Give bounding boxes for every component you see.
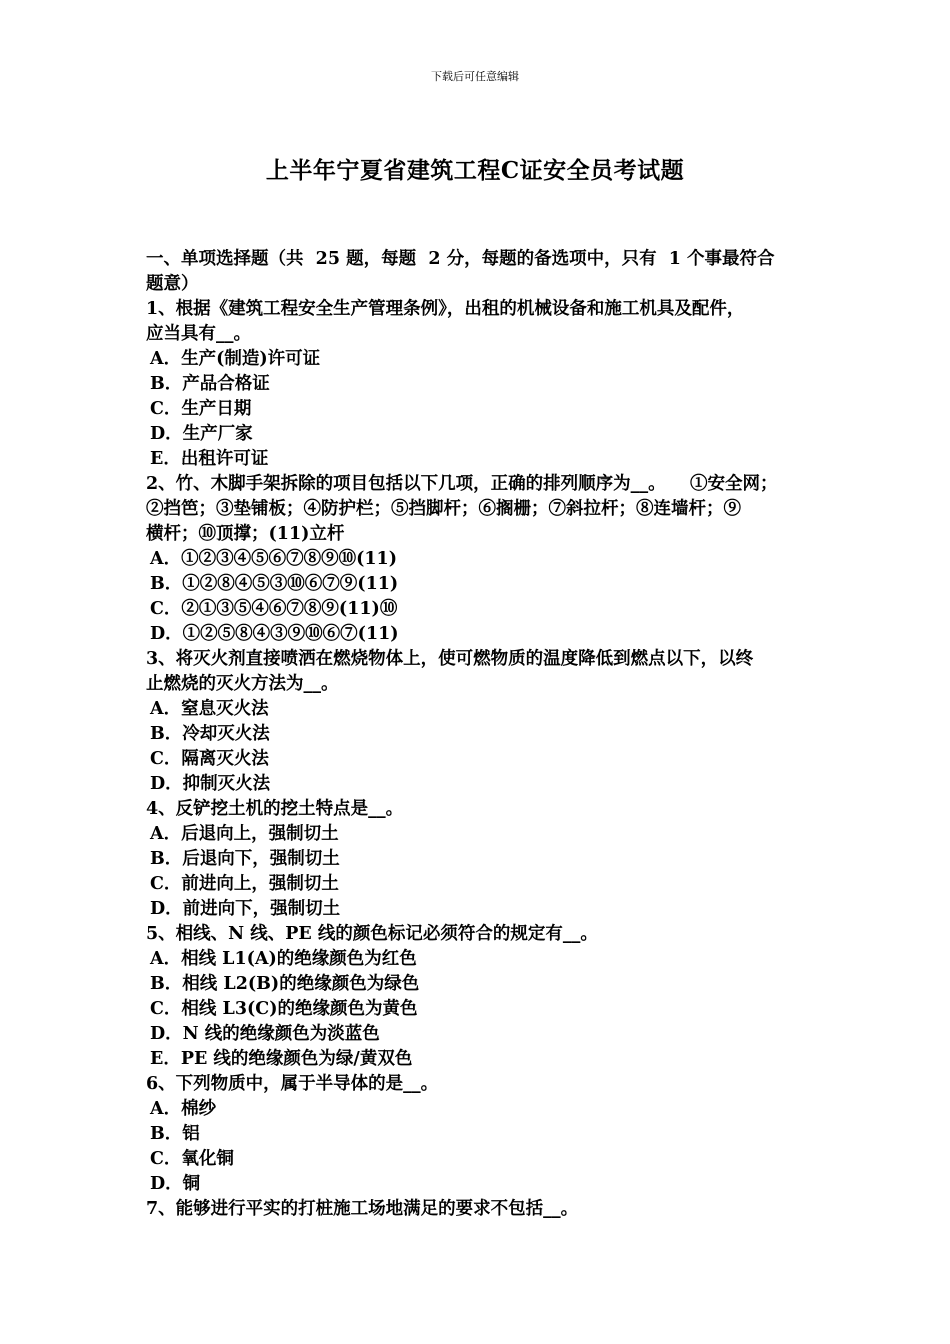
header-note: 下载后可任意编辑 [431,70,519,83]
question-stem: 应当具有__。 [146,324,251,344]
answer-option: A．相线 L1(A)的绝缘颜色为红色 [150,949,417,969]
answer-option: D．生产厂家 [150,424,253,444]
answer-option: B．后退向下，强制切土 [150,849,340,869]
document-title: 上半年宁夏省建筑工程C证安全员考试题 [265,157,685,184]
document-body [146,247,826,1222]
question-stem: 3、将灭火剂直接喷洒在燃烧物体上，使可燃物质的温度降低到燃点以下，以终 [146,649,754,669]
answer-option: A．①②③④⑤⑥⑦⑧⑨⑩(11) [150,549,397,569]
answer-option: B．冷却灭火法 [150,724,270,744]
question-stem: 2、竹、木脚手架拆除的项目包括以下几项，正确的排列顺序为__。 ①安全网； [146,474,778,494]
question-stem: 5、相线、N 线、PE 线的颜色标记必须符合的规定有__。 [146,924,598,944]
question-stem: 6、下列物质中，属于半导体的是__。 [146,1074,439,1094]
question-stem: 1、根据《建筑工程安全生产管理条例》，出租的机械设备和施工机具及配件， [146,299,745,319]
question-stem: 7、能够进行平实的打桩施工场地满足的要求不包括__。 [146,1199,579,1219]
question-stem: ②挡笆；③垫铺板；④防护栏；⑤挡脚杆；⑥搁栅；⑦斜拉杆；⑧连墙杆；⑨ [146,499,741,519]
answer-option: D．N 线的绝缘颜色为淡蓝色 [150,1024,380,1044]
answer-option: A．生产(制造)许可证 [150,349,321,369]
question-stem: 止燃烧的灭火方法为__。 [146,674,339,694]
answer-option: A．后退向上，强制切土 [150,824,339,844]
question-stem: 4、反铲挖土机的挖土特点是__。 [146,799,404,819]
answer-option: A．棉纱 [150,1099,217,1119]
question-1 [146,297,826,472]
answer-option: D．①②⑤⑧④③⑨⑩⑥⑦(11) [150,624,399,644]
answer-option: C．生产日期 [150,399,252,419]
question-6 [146,1072,826,1197]
answer-option: D．抑制灭火法 [150,774,271,794]
question-stem: 横杆；⑩顶撑；(11)立杆 [146,524,345,544]
answer-option: D．铜 [150,1174,201,1194]
question-2 [146,472,826,647]
answer-option: B．相线 L2(B)的绝缘颜色为绿色 [150,974,420,994]
question-3 [146,647,826,797]
answer-option: E．PE 线的绝缘颜色为绿/黄双色 [150,1049,413,1069]
answer-option: D．前进向下，强制切土 [150,899,341,919]
answer-option: B．铝 [150,1124,200,1144]
question-4 [146,797,826,922]
answer-option: C．隔离灭火法 [150,749,269,769]
question-5 [146,922,826,1072]
answer-option: C．前进向上，强制切土 [150,874,339,894]
answer-option: B．①②⑧④⑤③⑩⑥⑦⑨(11) [150,574,399,594]
answer-option: C．氧化铜 [150,1149,234,1169]
answer-option: C．②①③⑤④⑥⑦⑧⑨(11)⑩ [150,599,398,619]
section-heading-line-1: 一、单项选择题（共 25 题，每题 2 分，每题的备选项中，只有 1 个事最符合 [146,249,775,269]
question-7 [146,1197,826,1222]
answer-option: A．窒息灭火法 [150,699,269,719]
answer-option: E．出租许可证 [150,449,269,469]
answer-option: C．相线 L3(C)的绝缘颜色为黄色 [150,999,418,1019]
answer-option: B．产品合格证 [150,374,270,394]
section-heading-line-2: 题意） [146,274,199,294]
